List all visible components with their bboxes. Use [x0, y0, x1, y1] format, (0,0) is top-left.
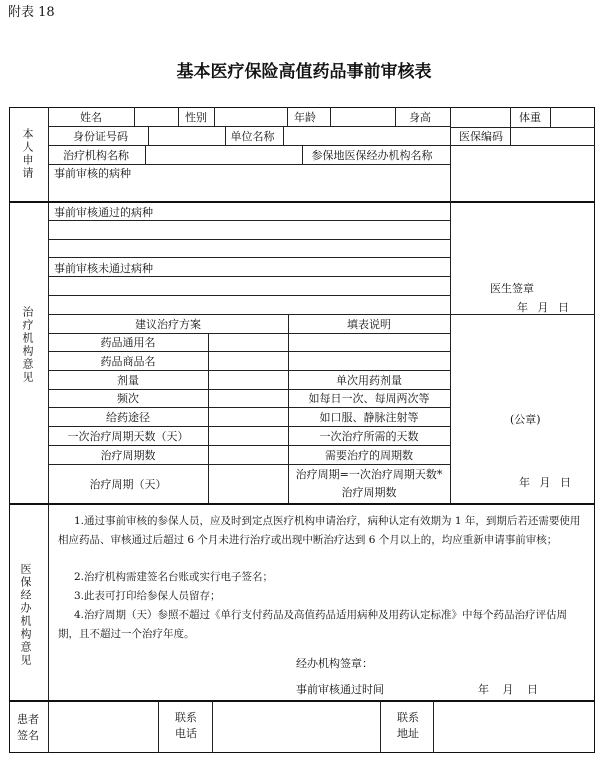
official-seal-label: (公章)	[510, 413, 541, 426]
plan-row-note-period-2: 治疗周期数	[341, 486, 397, 499]
plan-header: 建议治疗方案	[135, 317, 201, 331]
approval-date: 年 月 日	[478, 683, 538, 696]
plan-row-note: 一次治疗所需的天数	[319, 429, 419, 443]
disease-label: 事前审核的病种	[54, 167, 131, 180]
handling-agency-label: 参保地医保经办机构名称	[311, 148, 433, 162]
id-number-label: 身份证号码	[73, 129, 128, 143]
plan-row-label: 频次	[117, 392, 139, 405]
plan-row-label: 给药途径	[106, 410, 150, 424]
phone-input[interactable]	[213, 702, 378, 752]
form-title: 基本医疗保险高值药品事前审核表	[176, 62, 432, 82]
gender-label: 性别	[185, 110, 207, 124]
doctor-sign-label: 医生签章	[490, 282, 534, 295]
plan-row-note: 需要治疗的周期数	[325, 448, 413, 462]
patient-sign-label: 患者签名	[17, 713, 39, 742]
section-agency-label: 医保经办机构意见	[19, 563, 32, 667]
note-item: 2.治疗机构需建签名台账或实行电子签名；	[74, 571, 274, 583]
plan-row-note: 如每日一次、每周两次等	[308, 392, 430, 405]
name-label: 姓名	[80, 110, 102, 124]
plan-row-note: 单次用药剂量	[336, 373, 402, 387]
weight-label: 体重	[519, 111, 541, 124]
plan-row-label: 药品商品名	[100, 354, 156, 368]
plan-row-note-period-1: 治疗周期=一次治疗周期天数*	[295, 468, 443, 481]
doctor-sign-date: 年 月 日	[517, 301, 569, 314]
plan-row-note: 如口服、静脉注射等	[319, 410, 419, 424]
phone-label: 联系电话	[175, 711, 197, 740]
attachment-label: 附表 18	[8, 5, 55, 20]
address-input[interactable]	[434, 702, 594, 752]
insurance-no-label: 医保编码	[459, 130, 503, 143]
height-label: 身高	[409, 110, 431, 124]
agency-sign-label: 经办机构签章：	[296, 657, 373, 670]
notes-header: 填表说明	[347, 317, 391, 331]
plan-row-label-period: 治疗周期（天）	[89, 477, 167, 491]
institution-label: 治疗机构名称	[63, 148, 129, 162]
rejected-disease-label: 事前审核未通过病种	[54, 262, 153, 275]
age-label: 年龄	[294, 110, 316, 124]
plan-row-label: 治疗周期数	[100, 448, 156, 462]
employer-label: 单位名称	[230, 129, 275, 143]
plan-row-label: 药品通用名	[100, 336, 156, 349]
approved-disease-label: 事前审核通过的病种	[54, 206, 153, 219]
note-item: 1.通过事前审核的参保人员，应及时到定点医疗机构申请治疗，病种认定有效期为 1 年，到期后若还需要使用相应药品、审核通过后超过 6 个月未进行治疗或出现中断治疗达到 6 个月以上的，均应重新申请事前审核；	[58, 515, 581, 546]
note-item: 4.治疗周期（天）参照不超过《单行支付药品及高值药品适用病种及用药认定标准》中每个药品治疗评估周期，且不超过一个治疗年度。	[58, 609, 568, 640]
section-self-label: 本人申请	[21, 128, 34, 180]
disease-input[interactable]	[48, 182, 450, 201]
note-item: 3.此表可打印给参保人员留存；	[74, 590, 221, 602]
plan-row-label: 一次治疗周期天数（天）	[67, 429, 189, 443]
section-institution-label: 治疗机构意见	[21, 306, 34, 384]
plan-row-label: 剂量	[117, 373, 139, 387]
seal-date: 年 月 日	[519, 476, 571, 489]
address-label: 联系地址	[397, 711, 419, 740]
approval-time-label: 事前审核通过时间	[296, 683, 384, 696]
patient-sign-input[interactable]	[49, 702, 157, 752]
